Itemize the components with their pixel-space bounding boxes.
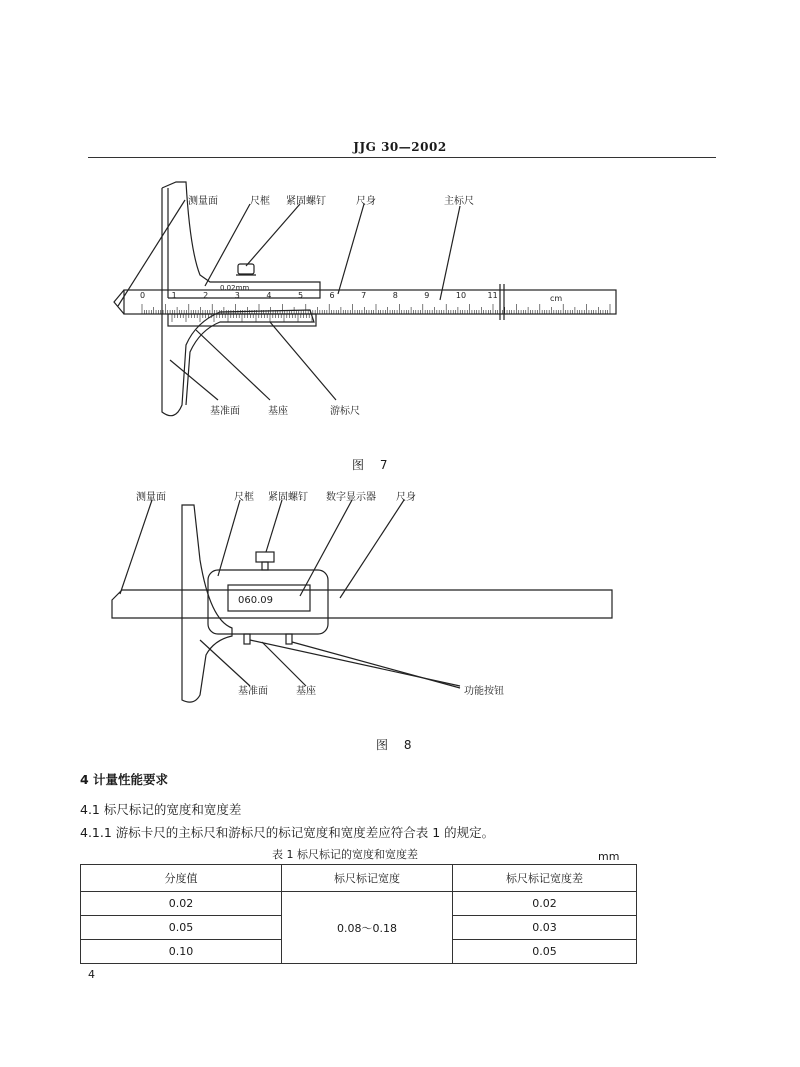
page-number: 4 <box>88 968 95 981</box>
figure-8-digital-depth-gauge <box>0 480 800 710</box>
header-rule <box>88 157 716 158</box>
fig8-label-lock-screw: 紧固螺钉 <box>268 492 308 503</box>
fig8-label-frame: 尺框 <box>234 492 254 503</box>
main-scale-number: 4 <box>266 291 272 300</box>
division-value: 0.10 <box>81 940 282 964</box>
fig7-label-main-scale: 主标尺 <box>444 196 474 207</box>
table-header-mark-width: 标尺标记宽度 <box>282 865 453 892</box>
fig7-label-lock-screw: 紧固螺钉 <box>286 196 326 207</box>
fig8-label-display: 数字显示器 <box>326 492 376 503</box>
fig8-label-base: 基座 <box>296 686 316 697</box>
width-difference-value: 0.03 <box>453 916 637 940</box>
section-4-title: 4 计量性能要求 <box>80 772 169 787</box>
main-scale-number: 1 <box>171 291 177 300</box>
main-scale-number: 10 <box>455 291 467 300</box>
fig8-label-measuring-face: 测量面 <box>136 492 166 503</box>
figure-7-caption: 图 7 <box>352 458 394 472</box>
table-1 <box>80 864 637 964</box>
section-4-1-heading: 4.1 标尺标记的宽度和宽度差 <box>80 802 242 817</box>
main-scale-number: 8 <box>392 291 398 300</box>
section-4-1-1-text: 4.1.1 游标卡尺的主标尺和游标尺的标记宽度和宽度差应符合表 1 的规定。 <box>80 825 495 840</box>
fig8-label-reference-face: 基准面 <box>238 686 268 697</box>
table-header-width-difference: 标尺标记宽度差 <box>453 865 637 892</box>
main-scale-number: 9 <box>424 291 430 300</box>
fig8-label-body: 尺身 <box>396 492 416 503</box>
division-value: 0.05 <box>81 916 282 940</box>
main-scale-number: 6 <box>329 291 335 300</box>
fig7-label-body: 尺身 <box>356 196 376 207</box>
fig7-label-measuring-face: 测量面 <box>188 196 218 207</box>
main-scale-number: 5 <box>297 291 304 300</box>
fig7-label-vernier: 游标尺 <box>330 406 360 417</box>
width-difference-value: 0.05 <box>453 940 637 964</box>
division-value: 0.02 <box>81 892 282 916</box>
table-1-caption: 表 1 标尺标记的宽度和宽度差 <box>272 848 418 861</box>
main-scale-number: 0 <box>140 291 146 300</box>
vernier-value-label: 0.02mm <box>220 284 250 292</box>
fig7-label-base: 基座 <box>268 406 288 417</box>
fig8-label-function-buttons: 功能按钮 <box>464 686 504 697</box>
figure-8-caption: 图 8 <box>376 738 418 752</box>
fig7-label-frame: 尺框 <box>250 196 270 207</box>
standard-code-header: JJG 30—2002 <box>353 140 447 154</box>
table-header-division: 分度值 <box>81 865 282 892</box>
main-scale-number: 11 <box>487 291 498 300</box>
figure-7-vernier-depth-gauge <box>0 160 800 450</box>
scale-unit-label: cm <box>550 294 563 303</box>
main-scale-number: 7 <box>361 291 367 300</box>
mark-width-value: 0.08～0.18 <box>282 892 453 964</box>
main-scale-number: 3 <box>234 291 240 300</box>
table-1-unit: mm <box>598 850 620 863</box>
table-row <box>81 892 637 916</box>
width-difference-value: 0.02 <box>453 892 637 916</box>
fig7-label-reference-face: 基准面 <box>210 406 240 417</box>
main-scale-number: 2 <box>203 291 209 300</box>
table-header-row <box>81 865 637 892</box>
display-reading: 060.09 <box>238 595 273 606</box>
